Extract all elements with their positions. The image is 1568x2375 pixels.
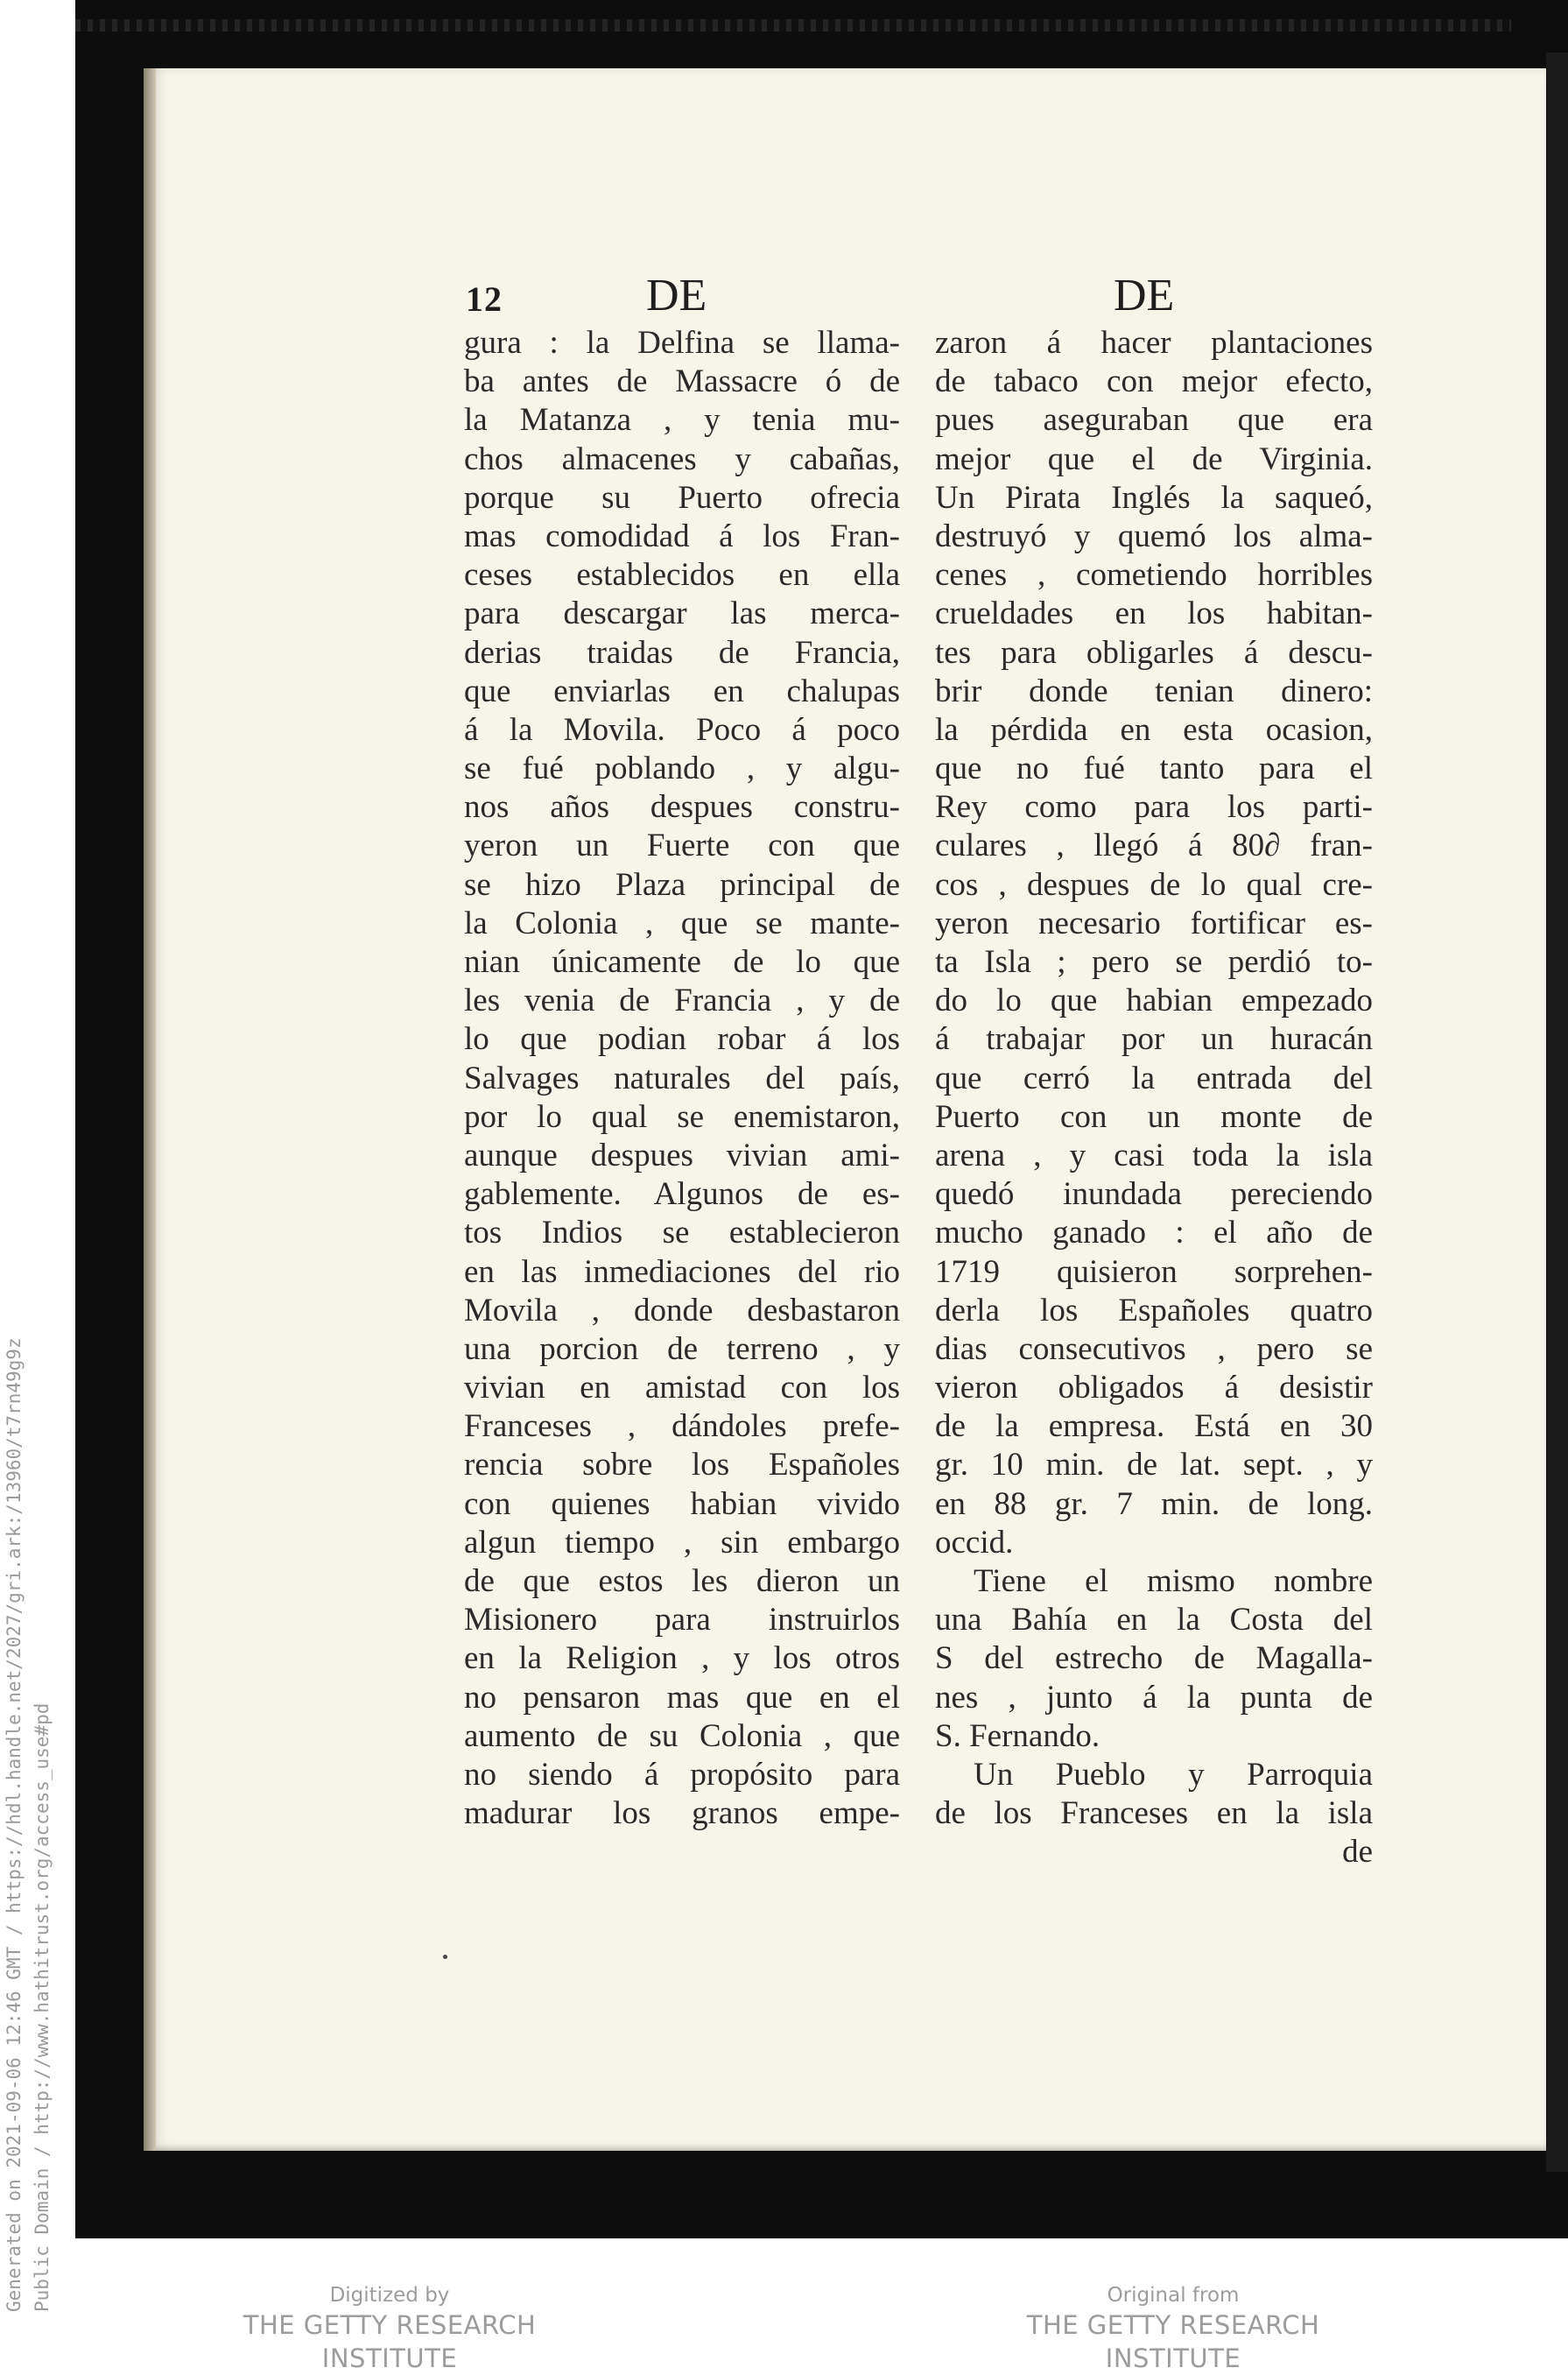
text-line: que no fué tanto para el bbox=[935, 751, 1373, 787]
text-line: ba antes de Massacre ó de bbox=[464, 363, 900, 400]
text-line: derla los Españoles quatro bbox=[935, 1292, 1373, 1328]
footer-original-from bbox=[963, 2282, 1383, 2375]
paragraph-start-line: Un Pueblo y Parroquia bbox=[974, 1756, 1373, 1793]
text-line: tes para obligarles á descu- bbox=[935, 634, 1373, 671]
text-line: no siendo á propósito para bbox=[464, 1756, 900, 1793]
text-line: de los Franceses en la isla bbox=[935, 1795, 1373, 1832]
text-line: aumento de su Colonia , que bbox=[464, 1717, 900, 1754]
text-line: Un Pirata Inglés la saqueó, bbox=[935, 479, 1373, 516]
text-line: culares , llegó á 80∂ fran- bbox=[935, 828, 1373, 864]
text-line: Misionero para instruirlos bbox=[464, 1602, 900, 1639]
text-line: Franceses , dándoles prefe- bbox=[464, 1408, 900, 1445]
page-gutter-edge bbox=[144, 68, 156, 2151]
text-line: por lo qual se enemistaron, bbox=[464, 1098, 900, 1135]
text-line: S. Fernando. bbox=[935, 1717, 1100, 1754]
text-line: pues aseguraban que era bbox=[935, 402, 1373, 439]
text-line: rencia sobre los Españoles bbox=[464, 1447, 900, 1483]
text-line: mucho ganado : el año de bbox=[935, 1215, 1373, 1251]
text-line: nos años despues constru- bbox=[464, 789, 900, 826]
text-line: cenes , cometiendo horribles bbox=[935, 557, 1373, 594]
text-line: en 88 gr. 7 min. de long. bbox=[935, 1485, 1373, 1522]
digitizing-institution: THE GETTY RESEARCH INSTITUTE bbox=[243, 2310, 537, 2373]
text-line: de que estos les dieron un bbox=[464, 1563, 900, 1599]
text-line: brir donde tenian dinero: bbox=[935, 673, 1373, 709]
original-from-label: Original from bbox=[1107, 2284, 1240, 2307]
text-line: gablemente. Algunos de es- bbox=[464, 1176, 900, 1213]
text-line: que enviarlas en chalupas bbox=[464, 673, 900, 709]
text-line: Puerto con un monte de bbox=[935, 1098, 1373, 1135]
digitized-by-label: Digitized by bbox=[329, 2284, 450, 2307]
watermark-line-generated: Generated on 2021-09-06 12:46 GMT / https://hdl.handle.net/2027/gri.ark:/13960/t7rn49g9z bbox=[4, 1337, 25, 2312]
text-line: chos almacenes y cabañas, bbox=[464, 440, 900, 477]
original-institution: THE GETTY RESEARCH INSTITUTE bbox=[1026, 2310, 1320, 2373]
running-head-left: DE bbox=[646, 271, 707, 321]
text-line: gura : la Delfina se llama- bbox=[464, 325, 900, 361]
text-line: porque su Puerto ofrecia bbox=[464, 479, 900, 516]
text-line: que cerró la entrada del bbox=[935, 1060, 1373, 1096]
text-line: aunque despues vivian ami- bbox=[464, 1137, 900, 1173]
text-line: la Colonia , que se mante- bbox=[464, 905, 900, 941]
text-line: Salvages naturales del país, bbox=[464, 1060, 900, 1096]
text-line: se fué poblando , y algu- bbox=[464, 751, 900, 787]
text-line: algun tiempo , sin embargo bbox=[464, 1524, 900, 1561]
text-line: la pérdida en esta ocasion, bbox=[935, 711, 1373, 748]
text-line: en la Religion , y los otros bbox=[464, 1640, 900, 1677]
text-line: en las inmediaciones del rio bbox=[464, 1253, 900, 1290]
text-line: con quienes habian vivido bbox=[464, 1485, 900, 1522]
text-column-left bbox=[464, 324, 900, 1833]
watermark-line-rights: Public Domain / http://www.hathitrust.org/access_use#pd bbox=[32, 1702, 53, 2312]
text-line: Movila , donde desbastaron bbox=[464, 1292, 900, 1328]
text-line: derias traidas de Francia, bbox=[464, 634, 900, 671]
page-number: 12 bbox=[466, 279, 503, 319]
text-line: de tabaco con mejor efecto, bbox=[935, 363, 1373, 400]
paragraph-start-line: Tiene el mismo nombre bbox=[974, 1563, 1373, 1599]
text-line: cos , despues de lo qual cre- bbox=[935, 866, 1373, 903]
text-line: lo que podian robar á los bbox=[464, 1021, 900, 1058]
text-line: zaron á hacer plantaciones bbox=[935, 325, 1373, 361]
text-line: nes , junto á la punta de bbox=[935, 1679, 1373, 1716]
text-line: Rey como para los parti- bbox=[935, 789, 1373, 826]
scan-top-edge bbox=[75, 19, 1511, 32]
text-line: madurar los granos empe- bbox=[464, 1795, 900, 1832]
text-line: les venia de Francia , y de bbox=[464, 983, 900, 1019]
text-line: nian únicamente de lo que bbox=[464, 944, 900, 980]
text-line: arena , y casi toda la isla bbox=[935, 1137, 1373, 1173]
text-line: yeron un Fuerte con que bbox=[464, 828, 900, 864]
running-head-right: DE bbox=[1114, 271, 1175, 321]
text-line: vivian en amistad con los bbox=[464, 1370, 900, 1406]
text-line: mas comodidad á los Fran- bbox=[464, 518, 900, 554]
ink-speck bbox=[443, 1955, 447, 1959]
text-line: á trabajar por un huracán bbox=[935, 1021, 1373, 1058]
access-watermark bbox=[0, 1051, 56, 2350]
text-line: quedó inundada pereciendo bbox=[935, 1176, 1373, 1213]
text-line: crueldades en los habitan- bbox=[935, 596, 1373, 632]
text-line: ceses establecidos en ella bbox=[464, 557, 900, 594]
text-line: á la Movila. Poco á poco bbox=[464, 711, 900, 748]
footer-digitized-by bbox=[179, 2282, 600, 2375]
text-line: ta Isla ; pero se perdió to- bbox=[935, 944, 1373, 980]
text-line: una Bahía en la Costa del bbox=[935, 1602, 1373, 1639]
text-line: la Matanza , y tenia mu- bbox=[464, 402, 900, 439]
text-line: dias consecutivos , pero se bbox=[935, 1330, 1373, 1367]
text-column-right bbox=[935, 324, 1373, 1872]
text-line: de la empresa. Está en 30 bbox=[935, 1408, 1373, 1445]
text-line: 1719 quisieron sorprehen- bbox=[935, 1253, 1373, 1290]
text-line: tos Indios se establecieron bbox=[464, 1215, 900, 1251]
catchword: de bbox=[1342, 1834, 1373, 1871]
text-line: mejor que el de Virginia. bbox=[935, 440, 1373, 477]
scan-right-shadow bbox=[1546, 53, 1568, 2172]
text-line: gr. 10 min. de lat. sept. , y bbox=[935, 1447, 1373, 1483]
text-line: do lo que habian empezado bbox=[935, 983, 1373, 1019]
text-line: occid. bbox=[935, 1524, 1014, 1561]
text-line: yeron necesario fortificar es- bbox=[935, 905, 1373, 941]
text-line: se hizo Plaza principal de bbox=[464, 866, 900, 903]
text-line: vieron obligados á desistir bbox=[935, 1370, 1373, 1406]
text-line: no pensaron mas que en el bbox=[464, 1679, 900, 1716]
text-line: una porcion de terreno , y bbox=[464, 1330, 900, 1367]
text-line: destruyó y quemó los alma- bbox=[935, 518, 1373, 554]
text-line: S del estrecho de Magalla- bbox=[935, 1640, 1373, 1677]
text-line: para descargar las merca- bbox=[464, 596, 900, 632]
